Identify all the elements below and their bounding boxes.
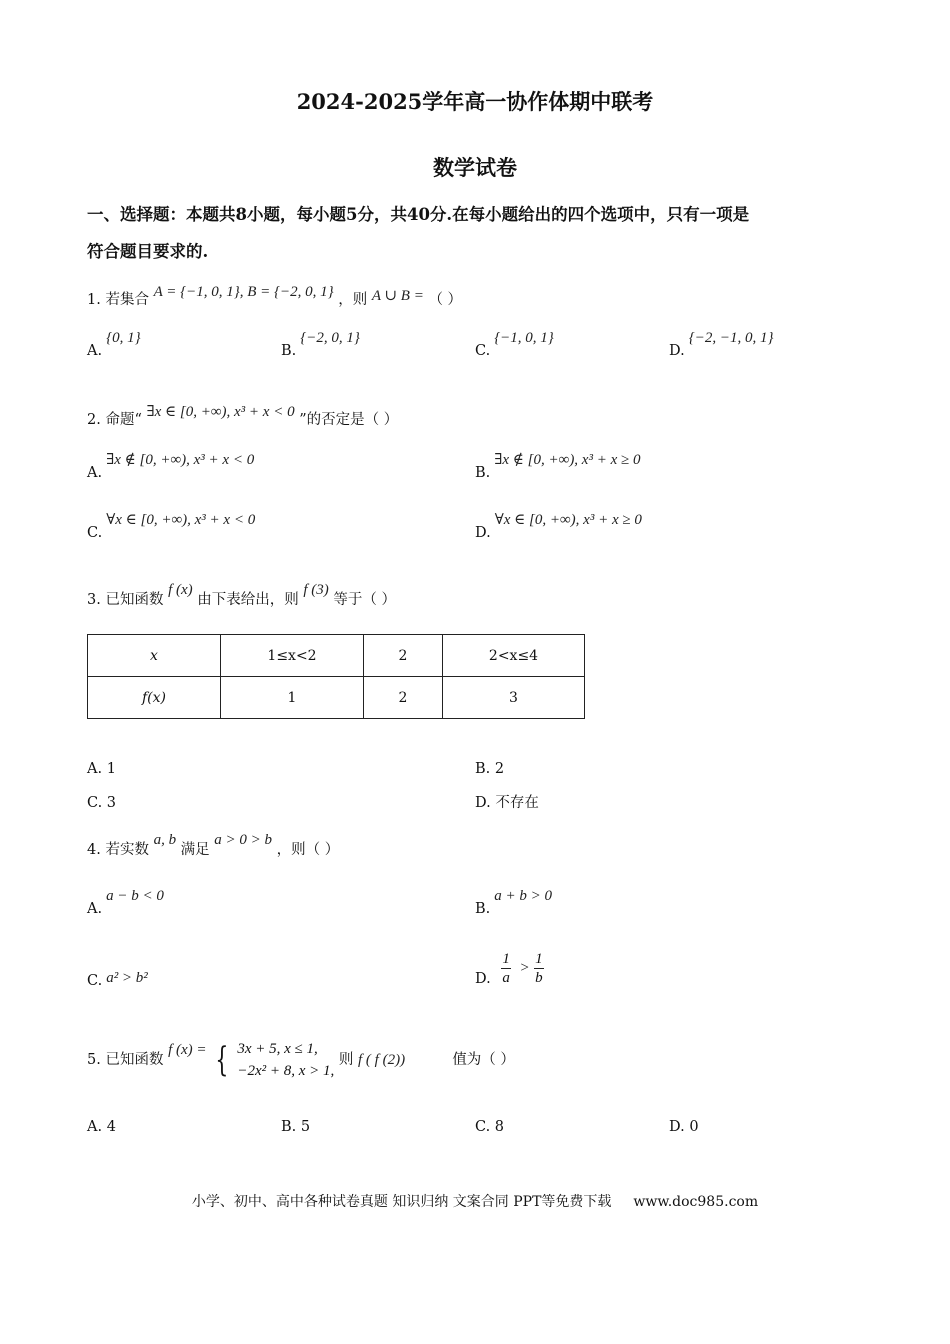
q2-suffix: ”的否定是（ ） (299, 412, 399, 428)
q4-option-a[interactable]: A.a − b < 0 (87, 888, 164, 917)
q3-suffix: 等于（ ） (333, 592, 396, 608)
q5-case-1: 3x + 5, x ≤ 1, (237, 1041, 318, 1057)
q2-option-b[interactable]: B.∃x ∉ [0, +∞), x³ + x ≥ 0 (475, 452, 641, 481)
q1-option-c-math: {−1, 0, 1} (494, 330, 554, 346)
q4-option-b-math: a + b > 0 (494, 888, 553, 904)
q5-mid: 则 (338, 1052, 354, 1068)
q4-option-a-math: a − b < 0 (106, 888, 164, 904)
table-row (88, 635, 585, 677)
q5-prefix: 5. 已知函数 (87, 1052, 164, 1068)
q5-option-d[interactable]: D. 0 (669, 1119, 699, 1135)
section-heading-line2: 符合题目要求的. (87, 242, 209, 261)
q4-option-d[interactable]: D. $\frac{1}{a}$ > $\frac{1}{b}$ (475, 951, 543, 987)
section-heading-line1: 一、选择题：本题共8小题，每小题5分，共40分.在每小题给出的四个选项中，只有一项是 (87, 205, 750, 224)
q4-option-c-math: a² > b² (106, 970, 148, 986)
table-cell: 3 (443, 677, 585, 719)
q3-prefix: 3. 已知函数 (87, 592, 164, 608)
question-2 (87, 404, 399, 430)
q3-option-d[interactable]: D. 不存在 (475, 795, 539, 811)
q4-option-d-frac-right: $\frac{1}{b}$ (535, 951, 543, 986)
exam-subtitle: 数学试卷 (433, 155, 517, 180)
table-cell: f(x) (88, 677, 221, 719)
q2-option-a-math: ∃x ∉ [0, +∞), x³ + x < 0 (106, 452, 255, 468)
q4-mid: 满足 (180, 842, 210, 858)
q5-option-b[interactable]: B. 5 (281, 1119, 311, 1135)
q1-option-b[interactable]: B.{−2, 0, 1} (281, 330, 360, 359)
table-cell: x (88, 635, 221, 677)
table-cell: 1≤x<2 (221, 635, 364, 677)
q2-option-c-math: ∀x ∈ [0, +∞), x³ + x < 0 (106, 512, 256, 528)
q1-option-a-math: {0, 1} (106, 330, 141, 346)
q5-option-c[interactable]: C. 8 (475, 1119, 505, 1135)
table-cell: 1 (221, 677, 364, 719)
question-3 (87, 582, 396, 610)
q5-suffix: 值为（ ） (452, 1052, 515, 1068)
q3-math-f: f (x) (168, 582, 193, 598)
q4-option-c[interactable]: C. a² > b² (87, 970, 148, 989)
q1-option-d-math: {−2, −1, 0, 1} (688, 330, 774, 346)
function-table (87, 634, 585, 719)
q3-option-b[interactable]: B. 2 (475, 761, 505, 777)
q3-math-f3: f (3) (303, 582, 329, 598)
q2-prefix: 2. 命题“ (87, 412, 142, 428)
table-row (88, 677, 585, 719)
q2-math: ∃x ∈ [0, +∞), x³ + x < 0 (146, 404, 295, 420)
question-4 (87, 832, 340, 860)
question-1 (87, 284, 463, 310)
q5-math-ff2: f ( f (2)) (358, 1052, 406, 1068)
q1-mid: ，则 (338, 292, 368, 308)
table-cell: 2<x≤4 (443, 635, 585, 677)
q2-option-b-math: ∃x ∉ [0, +∞), x³ + x ≥ 0 (494, 452, 641, 468)
q4-prefix: 4. 若实数 (87, 842, 149, 858)
table-cell: 2 (364, 677, 443, 719)
q1-option-c[interactable]: C.{−1, 0, 1} (475, 330, 554, 359)
q4-option-b[interactable]: B.a + b > 0 (475, 888, 553, 917)
q1-prefix: 1. 若集合 (87, 292, 149, 308)
q5-case-2: −2x² + 8, x > 1, (237, 1063, 335, 1079)
q2-option-a[interactable]: A.∃x ∉ [0, +∞), x³ + x < 0 (87, 452, 255, 481)
q1-math-union: A ∪ B = (371, 288, 424, 304)
q1-option-b-math: {−2, 0, 1} (300, 330, 360, 346)
q2-option-d-math: ∀x ∈ [0, +∞), x³ + x ≥ 0 (494, 512, 642, 528)
q4-math-cond: a > 0 > b (214, 832, 273, 848)
q4-math-ab: a, b (153, 832, 177, 848)
page-footer (0, 1191, 950, 1211)
q3-option-a[interactable]: A. 1 (87, 761, 116, 777)
footer-link[interactable]: www.doc985.com (633, 1194, 759, 1210)
q5-piecewise-cases (237, 1038, 334, 1082)
q5-math-f: f (x) = (168, 1042, 207, 1058)
q1-suffix: （ ） (428, 292, 463, 308)
q3-option-c[interactable]: C. 3 (87, 795, 117, 811)
q4-suffix: ，则（ ） (276, 842, 340, 858)
footer-text: 小学、初中、高中各种试卷真题 知识归纳 文案合同 PPT等免费下载 (191, 1194, 612, 1210)
q1-option-a[interactable]: A.{0, 1} (87, 330, 141, 359)
q4-option-d-frac-left: $\frac{1}{a}$ (502, 951, 510, 986)
piecewise-brace-icon: { (215, 1040, 229, 1080)
q1-math-sets: A = {−1, 0, 1}, B = {−2, 0, 1} (153, 284, 334, 300)
q2-option-d[interactable]: D.∀x ∈ [0, +∞), x³ + x ≥ 0 (475, 512, 642, 541)
q5-option-a[interactable]: A. 4 (87, 1119, 116, 1135)
q1-option-d[interactable]: D.{−2, −1, 0, 1} (669, 330, 774, 359)
q3-mid: 由下表给出，则 (197, 592, 299, 608)
exam-title: 2024-2025学年高一协作体期中联考 (296, 89, 654, 114)
q2-option-c[interactable]: C.∀x ∈ [0, +∞), x³ + x < 0 (87, 512, 256, 541)
question-5 (87, 1030, 515, 1090)
table-cell: 2 (364, 635, 443, 677)
